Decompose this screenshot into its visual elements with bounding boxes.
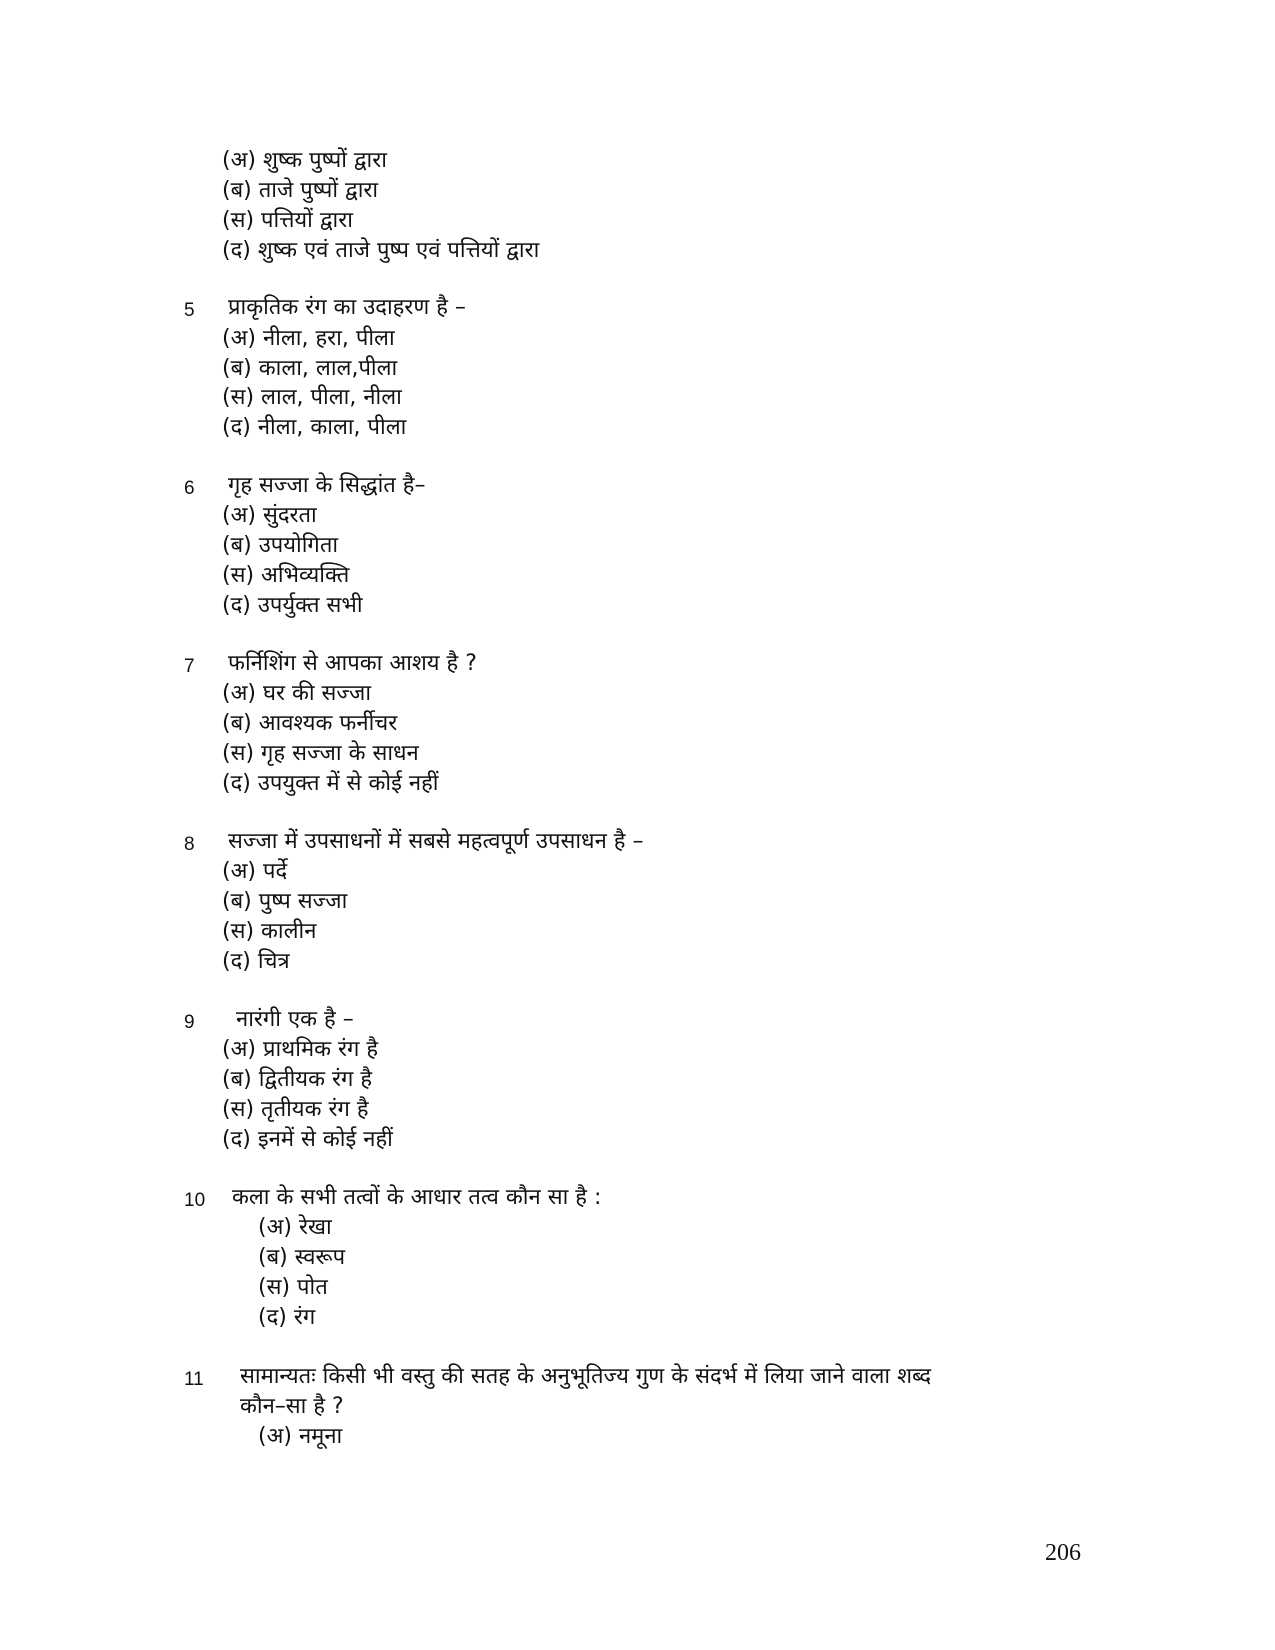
q8-number: 8 [184,834,195,855]
q9-number: 9 [184,1012,195,1033]
q10-option-b: (ब) स्वरूप [258,1245,346,1270]
q5-text: प्राकृतिक रंग का उदाहरण है – [228,295,466,320]
q8-option-b: (ब) पुष्प सज्जा [222,889,348,914]
q11-option-a: (अ) नमूना [258,1424,343,1449]
q4-option-c: (स) पत्तियों द्वारा [222,208,353,233]
q7-number: 7 [184,656,195,677]
q10-option-a: (अ) रेखा [258,1215,332,1240]
q8-option-a: (अ) पर्दे [222,859,288,884]
q7-option-c: (स) गृह सज्जा के साधन [222,741,419,766]
q6-text: गृह सज्जा के सिद्धांत है– [228,473,426,498]
q5-option-c: (स) लाल, पीला, नीला [222,385,402,410]
q7-option-b: (ब) आवश्यक फर्नीचर [222,711,398,736]
q4-option-d: (द) शुष्क एवं ताजे पुष्प एवं पत्तियों द्वारा [222,238,540,263]
q6-option-a: (अ) सुंदरता [222,503,317,528]
q10-option-c: (स) पोत [258,1275,328,1300]
q8-option-c: (स) कालीन [222,919,317,944]
q8-text: सज्जा में उपसाधनों में सबसे महत्वपूर्ण उपसाधन है – [228,829,644,854]
q5-option-d: (द) नीला, काला, पीला [222,415,407,440]
q11-text-line1: सामान्यतः किसी भी वस्तु की सतह के अनुभूतिज्य गुण के संदर्भ में लिया जाने वाला शब्द [240,1364,932,1389]
q5-option-b: (ब) काला, लाल,पीला [222,356,398,381]
q9-option-b: (ब) द्वितीयक रंग है [222,1067,373,1092]
q11-number: 11 [184,1369,204,1390]
q6-option-c: (स) अभिव्यक्ति [222,563,350,588]
q7-text: फर्निशिंग से आपका आशय है ? [228,651,477,676]
q10-text: कला के सभी तत्वों के आधार तत्व कौन सा है : [232,1185,602,1210]
q4-option-a: (अ) शुष्क पुष्पों द्वारा [222,148,387,173]
q10-option-d: (द) रंग [258,1305,316,1330]
q7-option-a: (अ) घर की सज्जा [222,681,372,706]
q6-option-d: (द) उपर्युक्त सभी [222,593,363,618]
q9-option-a: (अ) प्राथमिक रंग है [222,1037,379,1062]
q6-number: 6 [184,478,195,499]
q11-text-line2: कौन–सा है ? [240,1394,344,1419]
q5-number: 5 [184,300,195,321]
q9-text: नारंगी एक है – [236,1007,354,1032]
page-number: 206 [1045,1540,1081,1566]
q6-option-b: (ब) उपयोगिता [222,533,339,558]
q7-option-d: (द) उपयुक्त में से कोई नहीं [222,771,439,796]
q9-option-c: (स) तृतीयक रंग है [222,1097,369,1122]
q9-option-d: (द) इनमें से कोई नहीं [222,1127,393,1152]
q4-option-b: (ब) ताजे पुष्पों द्वारा [222,178,379,203]
q8-option-d: (द) चित्र [222,949,290,974]
q10-number: 10 [184,1190,206,1211]
q5-option-a: (अ) नीला, हरा, पीला [222,326,395,351]
